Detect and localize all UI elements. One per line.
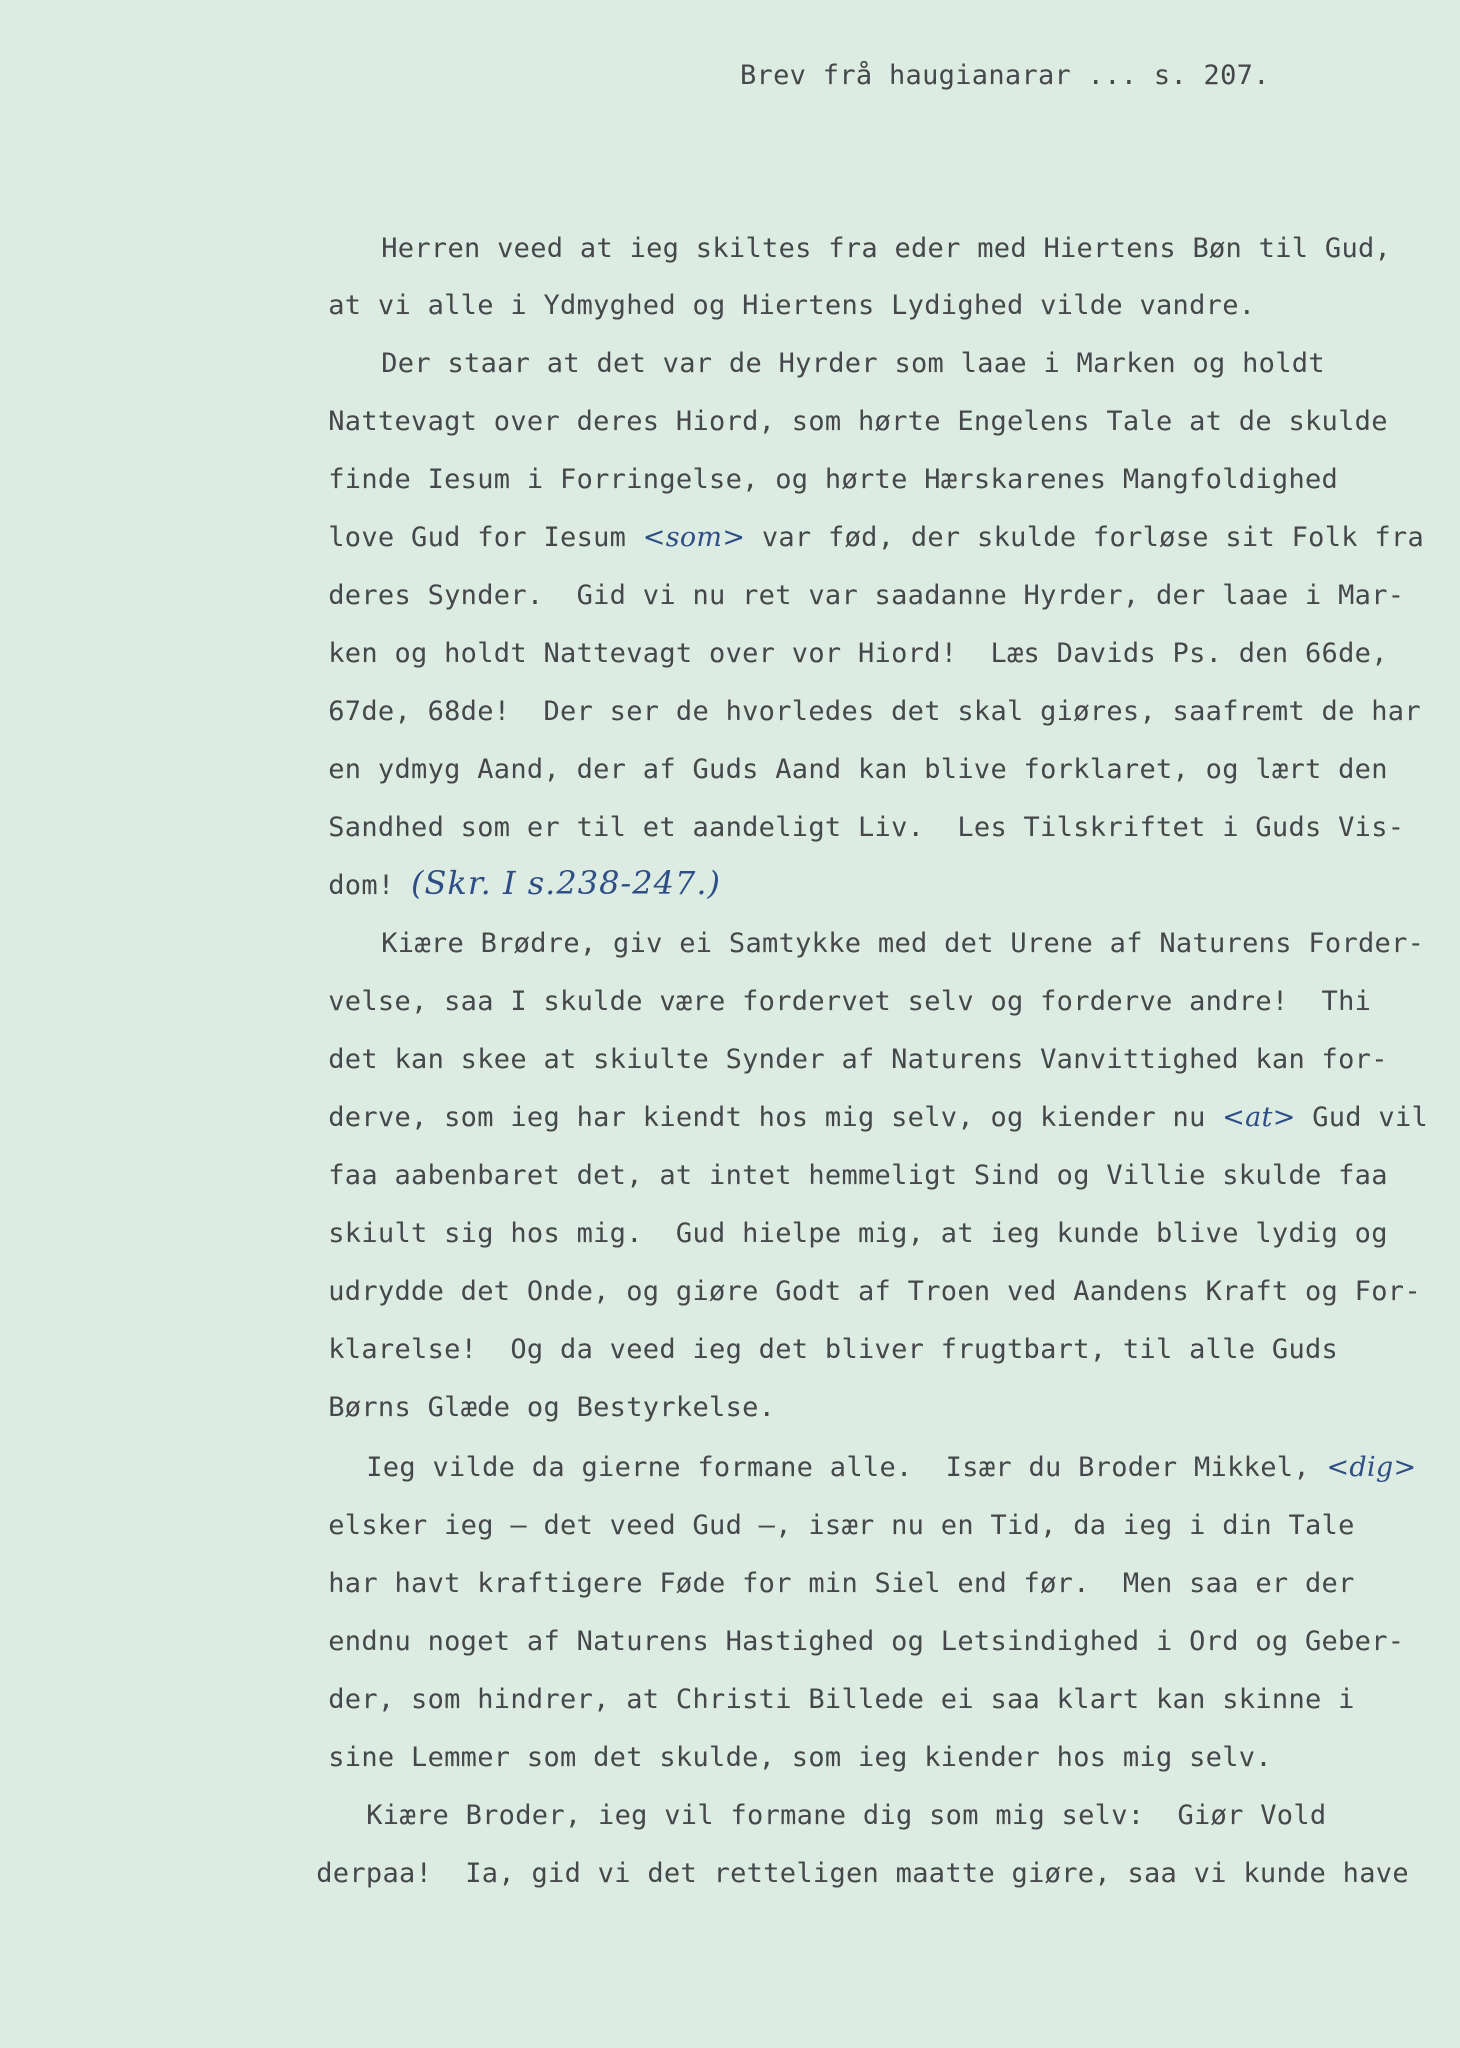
line-text: klarelse! Og da veed ieg det bliver frugtbart, til alle Guds [328,1334,1339,1365]
line-text: endnu noget af Naturens Hastighed og Letsindighed i Ord og Geber- [328,1626,1405,1657]
line-text: Børns Glæde og Bestyrkelse. [328,1392,776,1423]
line-text: Kiære Brødre, giv ei Samtykke med det Urene af Naturens Forder- [381,928,1425,959]
line-text: Kiære Broder, ieg vil formane dig som mig selv: Giør Vold [366,1800,1327,1831]
line-text: love Gud for Iesum [328,522,643,553]
line-text: elsker ieg — det veed Gud —, især nu en Tid, da ieg i din Tale [328,1510,1355,1541]
line-text: Sandhed som er til et aandeligt Liv. Les Tilskriftet i Guds Vis- [328,812,1405,843]
line-text: en ydmyg Aand, der af Guds Aand kan blive forklaret, og lært den [328,754,1388,785]
line-text: ken og holdt Nattevagt over vor Hiord! Læs Davids Ps. den 66de, [328,638,1388,669]
line-text: derve, som ieg har kiendt hos mig selv, og kiender nu [328,1102,1223,1133]
line-text: har havt kraftigere Føde for min Siel end før. Men saa er der [328,1568,1355,1599]
line-text: finde Iesum i Forringelse, og hørte Hærskarenes Mangfoldighed [328,464,1339,495]
line-text: faa aabenbaret det, at intet hemmeligt Sind og Villie skulde faa [328,1160,1388,1191]
line-text: Ieg vilde da gierne formane alle. Især du Broder Mikkel, [366,1452,1327,1483]
line-text: velse, saa I skulde være fordervet selv og forderve andre! Thi [328,986,1372,1017]
line-text: at vi alle i Ydmyghed og Hiertens Lydighed vilde vandre. [328,290,1256,321]
handwritten-insertion: <dig> [1326,1452,1417,1483]
line-text: var fød, der skulde forløse sit Folk fra [745,522,1425,553]
line-text: sine Lemmer som det skulde, som ieg kiender hos mig selv. [328,1742,1272,1773]
line-text: Gud vil [1295,1102,1429,1133]
line-text: det kan skee at skiulte Synder af Naturens Vanvittighed kan for- [328,1044,1388,1075]
line-text: Der staar at det var de Hyrder som laae i Marken og holdt [381,348,1325,379]
line-text: Herren veed at ieg skiltes fra eder med Hiertens Bøn til Gud, [381,233,1392,264]
line-text: skiult sig hos mig. Gud hielpe mig, at ieg kunde blive lydig og [328,1218,1388,1249]
text-line [250,1833,1409,1914]
page-header: Brev frå haugianarar ... s. 207. [740,60,1270,91]
line-text: 67de, 68de! Der ser de hvorledes det skal giøres, saafremt de har [328,696,1421,727]
handwritten-reference: (Skr. I s.238-247.) [411,864,721,902]
handwritten-insertion: <som> [642,522,746,553]
line-text: der, som hindrer, at Christi Billede ei saa klart kan skinne i [328,1684,1355,1715]
line-text: udrydde det Onde, og giøre Godt af Troen ved Aandens Kraft og For- [328,1276,1421,1307]
handwritten-insertion: <at> [1222,1102,1296,1133]
line-text: Nattevagt over deres Hiord, som hørte Engelens Tale at de skulde [328,406,1388,437]
line-text: deres Synder. Gid vi nu ret var saadanne Hyrder, der laae i Mar- [328,580,1405,611]
line-text: derpaa! Ia, gid vi det retteligen maatte giøre, saa vi kunde have [316,1858,1409,1889]
line-text: dom! [328,870,412,901]
